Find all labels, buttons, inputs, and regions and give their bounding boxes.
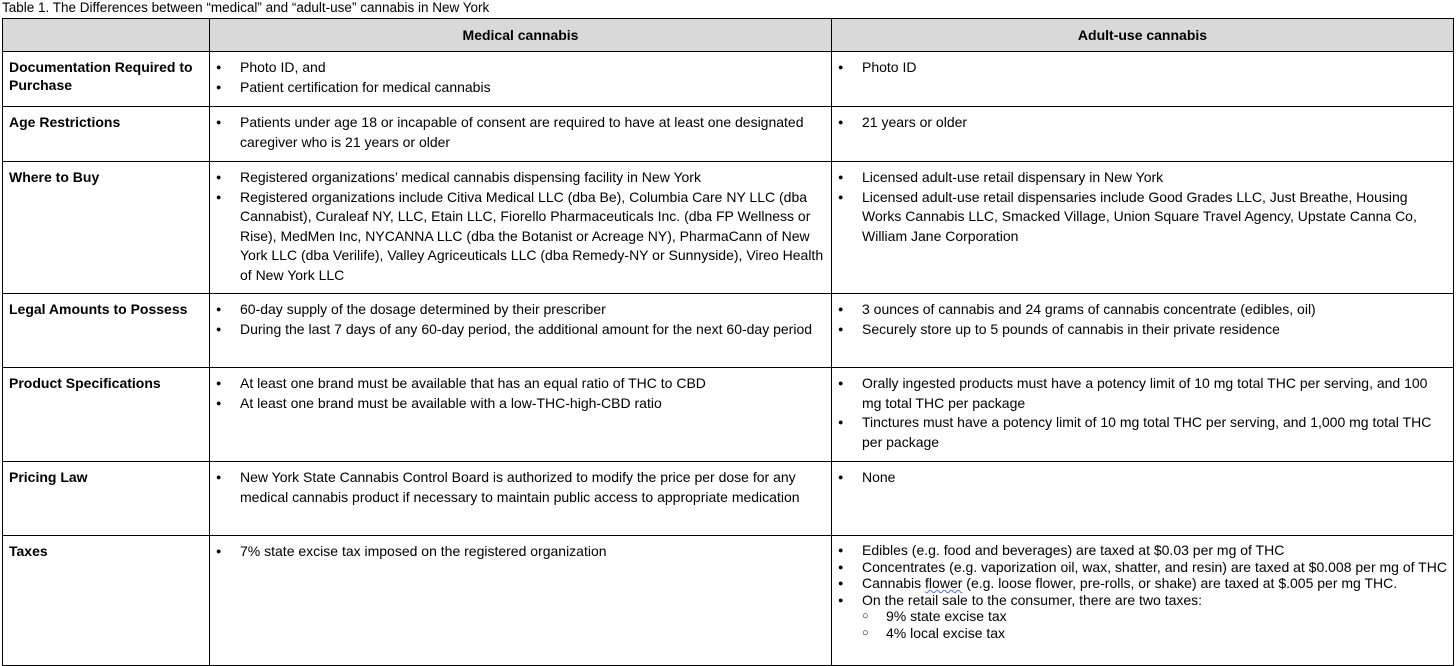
- table-caption: Table 1. The Differences between “medical” and “adult-use” cannabis in New York: [2, 0, 490, 15]
- bullet-item: ● Licensed adult-use retail dispensary in New York: [838, 168, 1447, 188]
- bullet-item: ● None: [838, 468, 1447, 488]
- medical-cell: [210, 368, 832, 462]
- row-label: Product Specifications: [3, 368, 210, 462]
- bullet-item: ● Licensed adult-use retail dispensaries include Good Grades LLC, Just Breathe, Housing Works Cannabis LLC, Smacked Village, Union Square Travel Agency, Upstate Canna Co, William Jane Corporation: [838, 188, 1447, 247]
- flower-prefix: Cannabis: [862, 575, 926, 591]
- adult-cell: [832, 368, 1454, 462]
- header-row: [3, 19, 1454, 52]
- row-label: Where to Buy: [3, 162, 210, 294]
- retail-text: On the retail sale to the consumer, there are two taxes:: [862, 591, 1203, 608]
- medical-cell: [210, 462, 832, 536]
- bullet-item: ● Tinctures must have a potency limit of 10 mg total THC per serving, and 1,000 mg total THC per package: [838, 413, 1447, 452]
- sub-bullet-item: ○ 9% state excise tax: [862, 608, 1447, 625]
- header-corner: [3, 19, 210, 52]
- sub-bullet-item: ○ 4% local excise tax: [862, 625, 1447, 642]
- bullet-item: ● Photo ID, and: [216, 58, 825, 78]
- adult-cell: [832, 294, 1454, 368]
- bullet-item: ● At least one brand must be available that has an equal ratio of THC to CBD: [216, 374, 825, 394]
- adult-cell: [832, 462, 1454, 536]
- row-label: Documentation Required to Purchase: [3, 52, 210, 107]
- bullet-item: [838, 592, 1447, 642]
- bullet-item: ● Photo ID: [838, 58, 1447, 78]
- table-row: [3, 52, 1454, 107]
- bullet-item: ● During the last 7 days of any 60-day period, the additional amount for the next 60-day period: [216, 320, 825, 340]
- bullet-item: ● Orally ingested products must have a potency limit of 10 mg total THC per serving, and 100 mg total THC per package: [838, 374, 1447, 413]
- row-label: Age Restrictions: [3, 107, 210, 162]
- adult-cell: [832, 52, 1454, 107]
- table-row: [3, 294, 1454, 368]
- bullet-item: ● Patients under age 18 or incapable of consent are required to have at least one designated caregiver who is 21 years or older: [216, 113, 825, 152]
- adult-cell: [832, 536, 1454, 666]
- bullet-item: ● 7% state excise tax imposed on the registered organization: [216, 542, 825, 562]
- bullet-item: ● Registered organizations’ medical cannabis dispensing facility in New York: [216, 168, 825, 188]
- bullet-item: ● At least one brand must be available with a low-THC-high-CBD ratio: [216, 394, 825, 414]
- spellcheck-word: flower: [925, 575, 963, 591]
- header-medical: Medical cannabis: [210, 19, 832, 52]
- bullet-item: ● Edibles (e.g. food and beverages) are taxed at $0.03 per mg of THC: [838, 542, 1447, 559]
- medical-cell: [210, 294, 832, 368]
- bullet-item: ● Concentrates (e.g. vaporization oil, wax, shatter, and resin) are taxed at $0.008 per mg of THC: [838, 559, 1447, 576]
- row-label: Legal Amounts to Possess: [3, 294, 210, 368]
- bullet-item: ● Securely store up to 5 pounds of cannabis in their private residence: [838, 320, 1447, 340]
- adult-cell: [832, 107, 1454, 162]
- medical-cell: [210, 52, 832, 107]
- row-label: Taxes: [3, 536, 210, 666]
- bullet-item: ● 60-day supply of the dosage determined by their prescriber: [216, 300, 825, 320]
- table-row: [3, 536, 1454, 666]
- bullet-item: [838, 575, 1447, 592]
- row-label: Pricing Law: [3, 462, 210, 536]
- bullet-item: ● Registered organizations include Citiva Medical LLC (dba Be), Columbia Care NY LLC (dba Cannabist), Curaleaf NY, LLC, Etain LLC, Fiorello Pharmaceuticals Inc. (dba FP Wellness or Rise), MedMen Inc, NYCANNA LLC (dba the Botanist or Acreage NY), PharmaCann of New York LLC (dba Verilife), Valley Agriceuticals LLC (dba Remedy-NY or Sunnyside), Vireo Health of New York LLC: [216, 188, 825, 286]
- medical-cell: [210, 162, 832, 294]
- bullet-item: ● Patient certification for medical cannabis: [216, 78, 825, 98]
- medical-cell: [210, 536, 832, 666]
- table-row: [3, 107, 1454, 162]
- bullet-item: ● New York State Cannabis Control Board is authorized to modify the price per dose for any medical cannabis product if necessary to maintain public access to appropriate medication: [216, 468, 825, 507]
- header-adult-use: Adult-use cannabis: [832, 19, 1454, 52]
- adult-cell: [832, 162, 1454, 294]
- bullet-item: ● 3 ounces of cannabis and 24 grams of cannabis concentrate (edibles, oil): [838, 300, 1447, 320]
- flower-suffix: (e.g. loose flower, pre-rolls, or shake) are taxed at $.005 per mg THC.: [962, 575, 1398, 591]
- comparison-table: [2, 18, 1454, 666]
- bullet-item: ● 21 years or older: [838, 113, 1447, 133]
- table-row: [3, 462, 1454, 536]
- table-row: [3, 368, 1454, 462]
- table-row: [3, 162, 1454, 294]
- medical-cell: [210, 107, 832, 162]
